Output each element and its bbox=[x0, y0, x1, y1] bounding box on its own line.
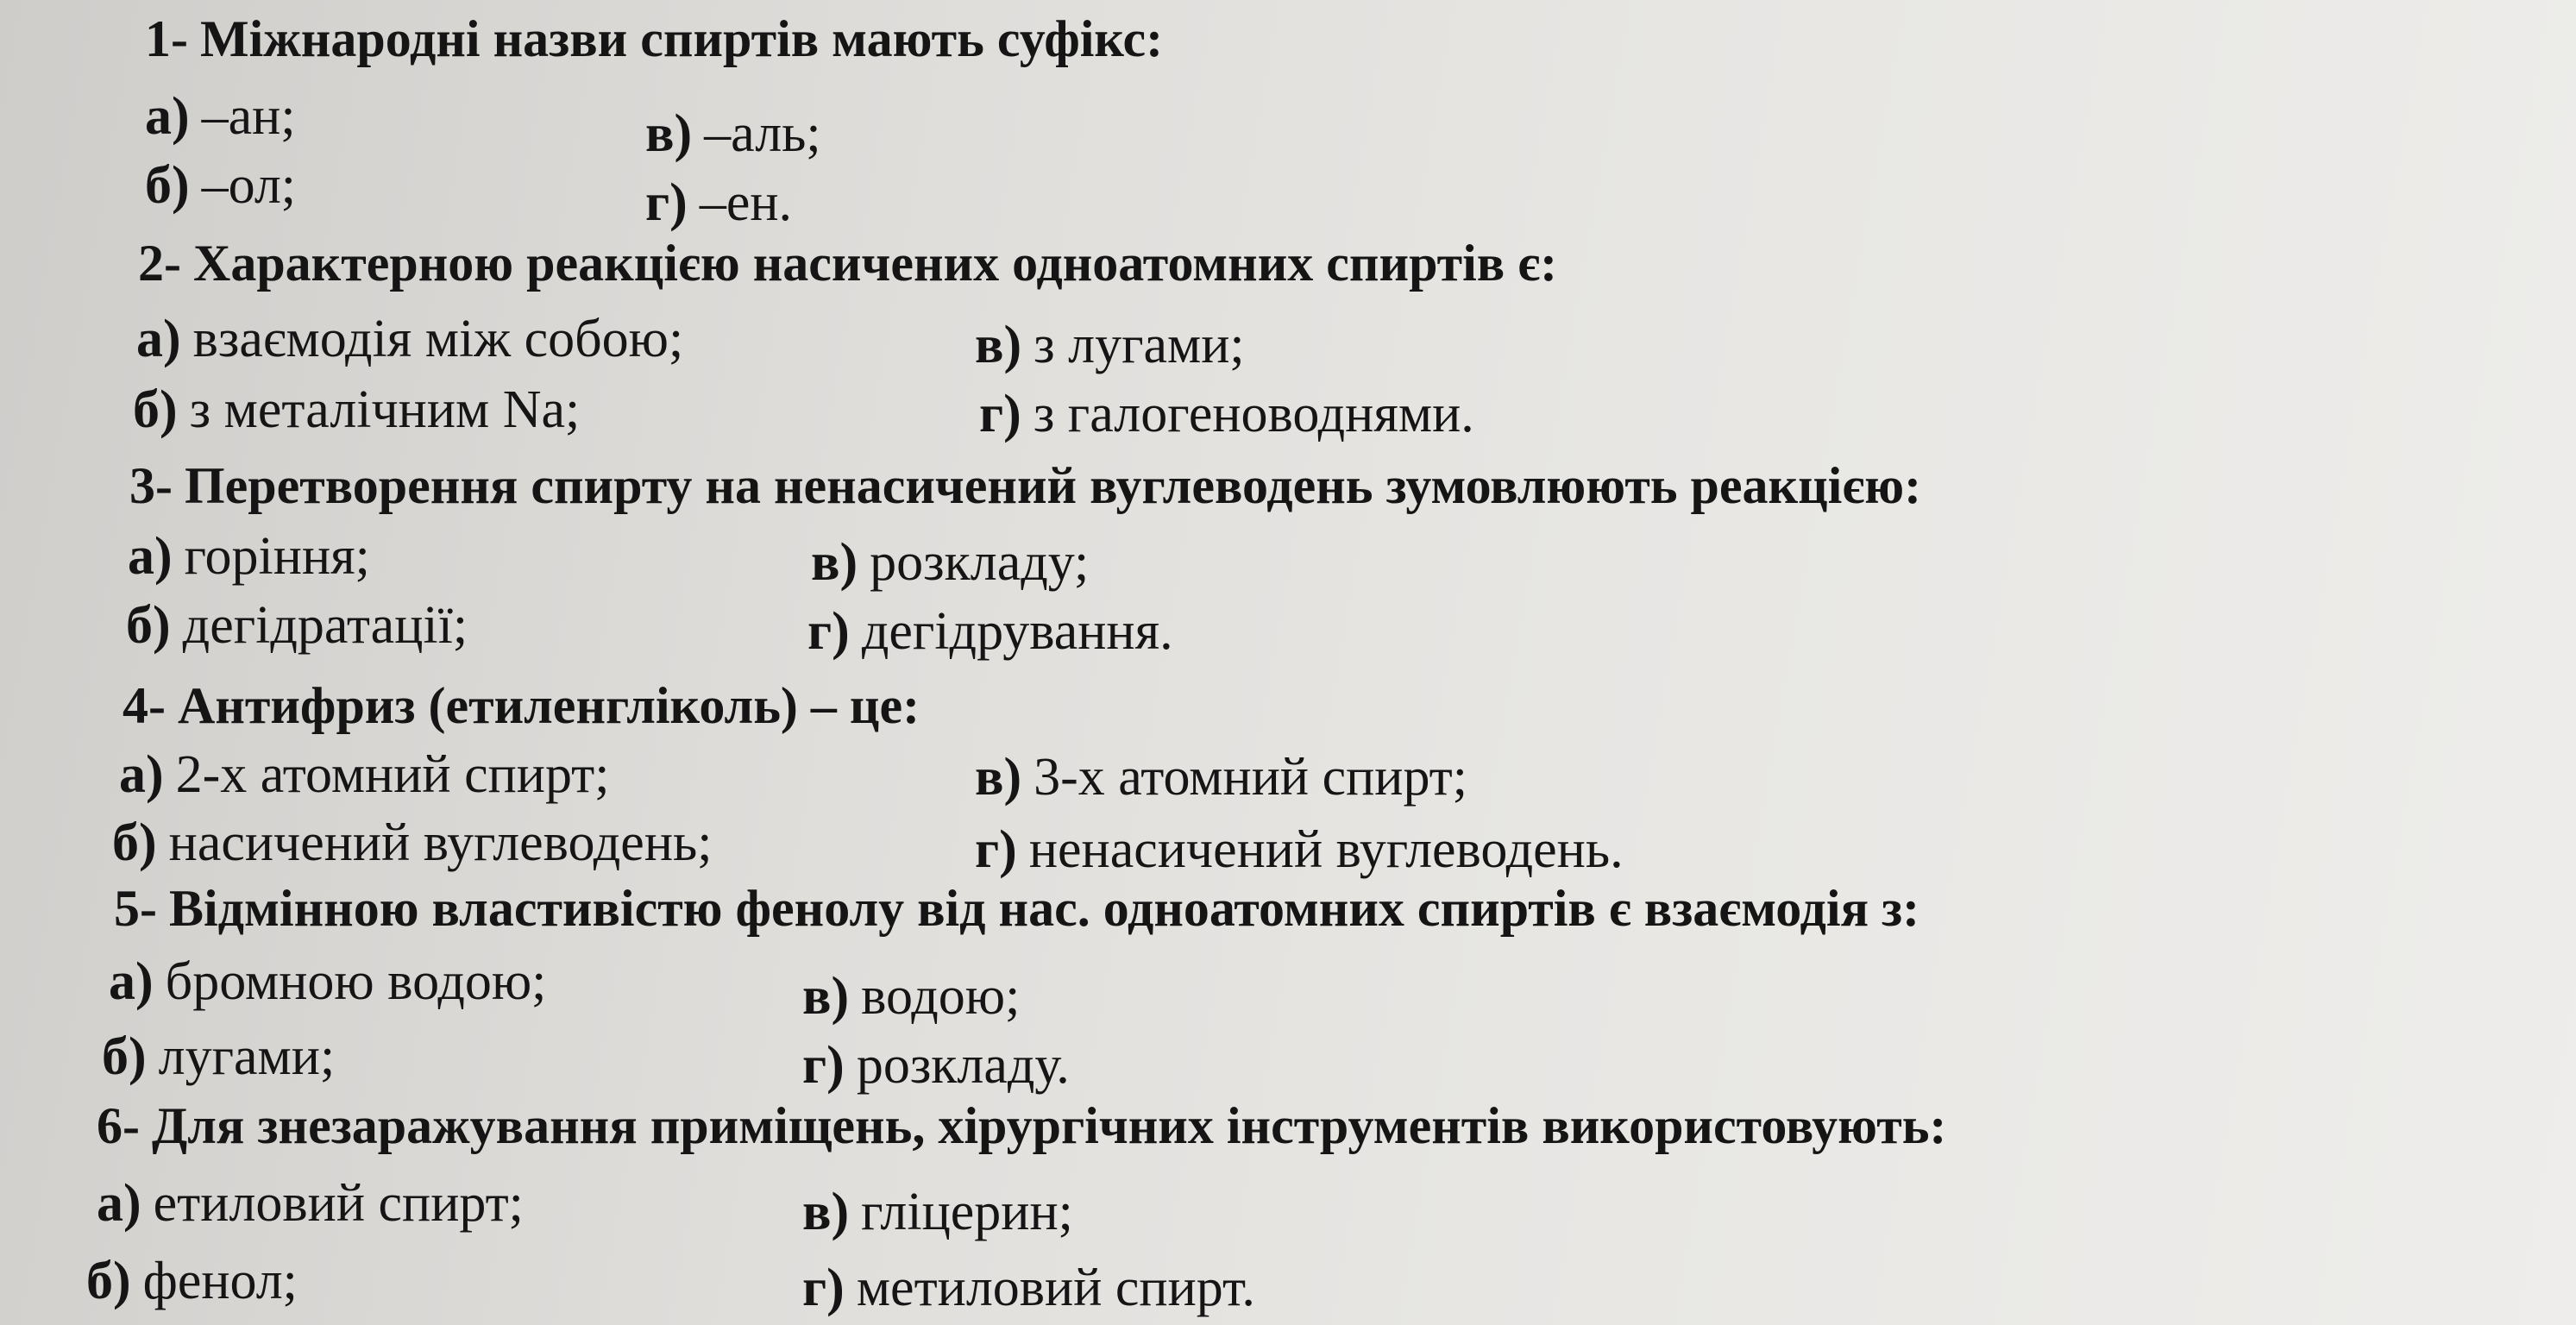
option-letter: г) bbox=[979, 385, 1021, 443]
option-text: фенол; bbox=[142, 1252, 298, 1310]
question-1-option-a bbox=[145, 86, 296, 147]
question-2-option-g bbox=[979, 384, 1474, 444]
question-number: 6- bbox=[97, 1097, 140, 1154]
option-text: етиловий спирт; bbox=[153, 1174, 524, 1233]
question-text: Для знезаражування приміщень, хірургічних інструментів використовують: bbox=[151, 1097, 1947, 1154]
question-number: 3- bbox=[129, 457, 173, 514]
question-3-option-v bbox=[811, 532, 1089, 593]
question-text: Відмінною властивістю фенолу від нас. одноатомних спиртів є взаємодія з: bbox=[168, 880, 1920, 937]
option-letter: в) bbox=[811, 533, 858, 592]
question-number: 1- bbox=[145, 10, 188, 67]
question-6-option-g bbox=[802, 1258, 1255, 1318]
option-letter: б) bbox=[145, 156, 190, 215]
question-4-option-v bbox=[975, 747, 1467, 807]
option-text: розкладу; bbox=[870, 533, 1090, 592]
option-letter: а) bbox=[119, 745, 164, 804]
question-4-option-b bbox=[112, 813, 713, 873]
option-text: дегідрування. bbox=[861, 602, 1173, 661]
question-6-option-b bbox=[86, 1251, 298, 1311]
option-text: –ан; bbox=[201, 87, 296, 146]
option-letter: г) bbox=[645, 173, 688, 232]
option-letter: а) bbox=[128, 527, 173, 586]
option-letter: в) bbox=[975, 748, 1022, 807]
option-letter: а) bbox=[136, 310, 181, 368]
option-text: водою; bbox=[861, 967, 1021, 1026]
question-2-option-b bbox=[133, 380, 580, 440]
option-letter: б) bbox=[102, 1027, 147, 1086]
option-text: –ен. bbox=[699, 173, 793, 232]
option-letter: б) bbox=[126, 596, 171, 655]
question-5-option-g bbox=[802, 1035, 1070, 1096]
question-text: Характерною реакцією насичених одноатомних спиртів є: bbox=[192, 235, 1558, 292]
question-text: Міжнародні назви спиртів мають суфікс: bbox=[199, 10, 1164, 67]
option-text: ненасичений вуглеводень. bbox=[1028, 820, 1624, 879]
option-text: з металічним Na; bbox=[189, 380, 581, 439]
option-letter: в) bbox=[802, 967, 850, 1026]
option-letter: г) bbox=[802, 1036, 845, 1095]
option-letter: в) bbox=[645, 104, 693, 163]
option-letter: г) bbox=[807, 602, 850, 661]
option-text: 3-х атомний спирт; bbox=[1034, 748, 1467, 807]
question-3-option-a bbox=[128, 526, 370, 587]
option-text: взаємодія між собою; bbox=[192, 310, 684, 368]
question-2-title bbox=[138, 233, 1557, 293]
question-6-option-v bbox=[802, 1182, 1073, 1242]
option-text: лугами; bbox=[158, 1027, 336, 1086]
question-1-title bbox=[145, 9, 1163, 69]
option-text: –ол; bbox=[201, 156, 297, 215]
option-text: –аль; bbox=[704, 104, 821, 163]
question-2-option-a bbox=[136, 309, 683, 369]
question-text: Антифриз (етиленгліколь) – це: bbox=[177, 677, 920, 734]
question-4-option-g bbox=[975, 819, 1624, 880]
question-5-option-v bbox=[802, 966, 1020, 1027]
question-4-option-a bbox=[119, 744, 609, 805]
option-text: бромною водою; bbox=[165, 952, 547, 1011]
question-2-option-v bbox=[975, 315, 1245, 375]
question-number: 4- bbox=[123, 677, 166, 734]
option-text: 2-х атомний спирт; bbox=[175, 745, 610, 804]
option-letter: а) bbox=[145, 87, 190, 146]
option-text: горіння; bbox=[184, 527, 370, 586]
question-3-title bbox=[129, 455, 1921, 516]
option-text: метиловий спирт. bbox=[856, 1259, 1255, 1317]
option-text: дегідратації; bbox=[182, 596, 468, 655]
question-6-title bbox=[97, 1096, 1946, 1156]
option-text: насичений вуглеводень; bbox=[168, 813, 713, 872]
option-letter: а) bbox=[109, 952, 154, 1011]
question-6-option-a bbox=[97, 1173, 524, 1234]
question-5-option-b bbox=[102, 1027, 335, 1087]
question-1-option-g bbox=[645, 173, 792, 233]
question-number: 2- bbox=[138, 235, 181, 292]
option-text: з галогеноводнями. bbox=[1033, 385, 1474, 443]
option-letter: в) bbox=[802, 1183, 850, 1241]
question-text: Перетворення спирту на ненасичений вуглеводень зумовлюють реакцією: bbox=[184, 457, 1922, 514]
option-letter: в) bbox=[975, 316, 1022, 374]
option-text: з лугами; bbox=[1034, 316, 1245, 374]
option-letter: б) bbox=[112, 813, 157, 872]
option-text: гліцерин; bbox=[861, 1183, 1073, 1241]
option-letter: г) bbox=[802, 1259, 845, 1317]
question-5-title bbox=[114, 878, 1919, 939]
question-5-option-a bbox=[109, 951, 546, 1012]
option-letter: б) bbox=[86, 1252, 131, 1310]
question-1-option-v bbox=[645, 104, 821, 164]
question-3-option-b bbox=[126, 595, 468, 656]
question-number: 5- bbox=[114, 880, 157, 937]
option-letter: а) bbox=[97, 1174, 141, 1233]
question-4-title bbox=[123, 675, 920, 736]
question-3-option-g bbox=[807, 601, 1173, 662]
option-letter: г) bbox=[975, 820, 1017, 879]
question-1-option-b bbox=[145, 155, 296, 216]
option-text: розкладу. bbox=[856, 1036, 1070, 1095]
option-letter: б) bbox=[133, 380, 178, 439]
